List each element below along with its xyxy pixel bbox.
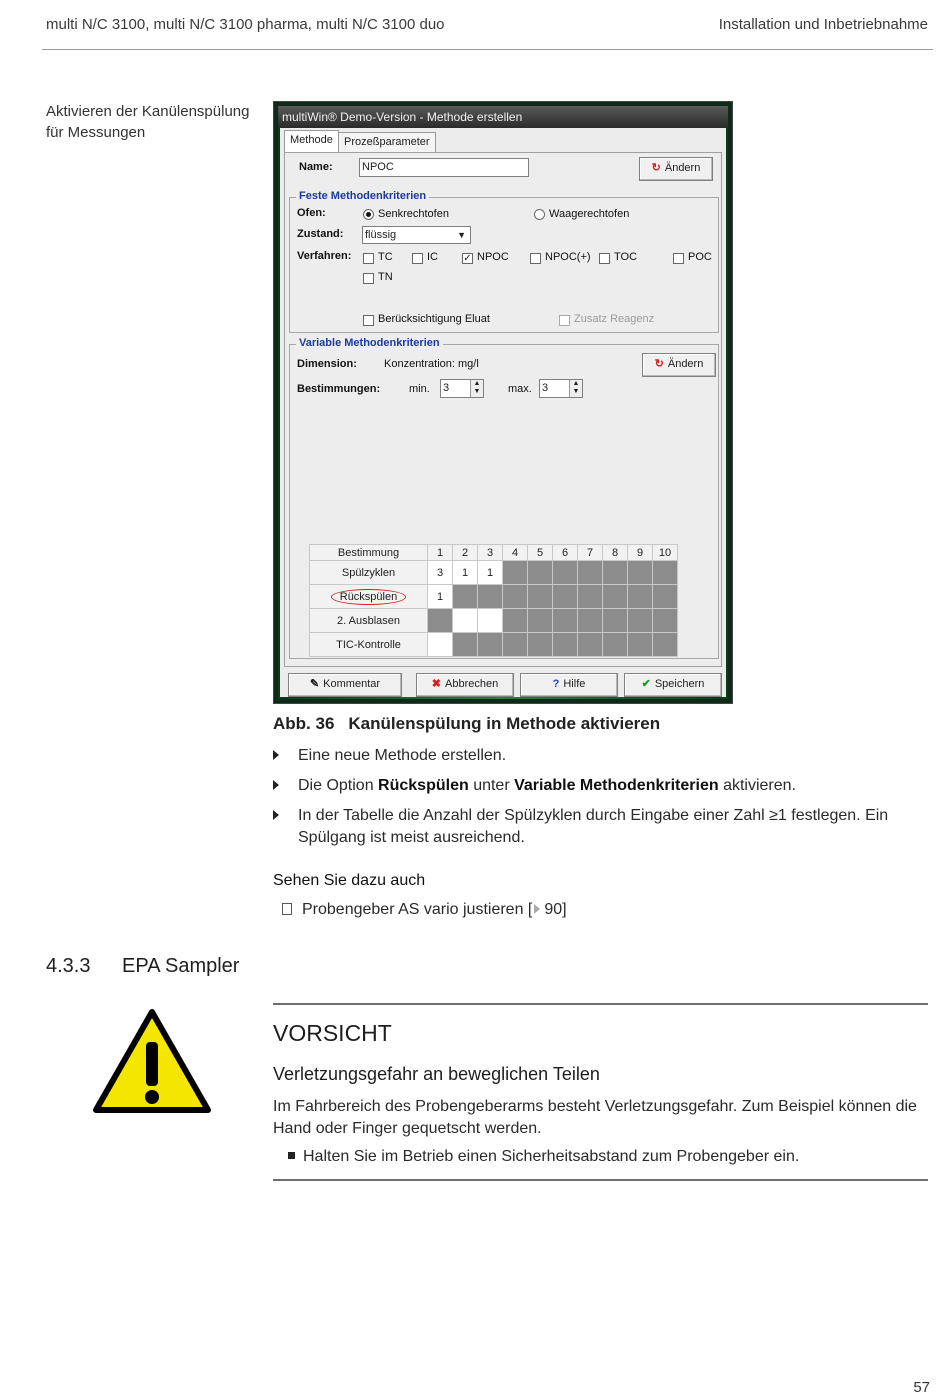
warning-title: VORSICHT bbox=[273, 1020, 392, 1046]
table-cell[interactable] bbox=[453, 609, 478, 633]
checkbox-npoc[interactable]: ✓ bbox=[463, 253, 472, 264]
table-cell[interactable] bbox=[453, 585, 478, 609]
cancel-button[interactable] bbox=[416, 673, 514, 697]
warning-bullet bbox=[288, 1148, 799, 1166]
column-header: 2 bbox=[453, 545, 478, 561]
checkmark-icon: ✔ bbox=[641, 678, 651, 690]
table-cell[interactable] bbox=[628, 561, 653, 585]
change-dimension-button-label: Ändern bbox=[667, 358, 704, 370]
table-cell[interactable] bbox=[628, 609, 653, 633]
table-cell[interactable] bbox=[628, 585, 653, 609]
dimension-value: Konzentration: mg/l bbox=[384, 358, 479, 370]
change-name-button[interactable] bbox=[639, 157, 713, 181]
chevron-down-icon: ▼ bbox=[457, 230, 466, 240]
fixed-criteria-group bbox=[289, 190, 719, 333]
checkbox-tn-label: TN bbox=[378, 271, 393, 283]
table-cell[interactable] bbox=[428, 609, 453, 633]
method-dialog bbox=[273, 101, 733, 704]
step-text: In der Tabelle die Anzahl der Spülzyklen durch Eingabe einer Zahl ≥1 festlegen. Ein Spülgang ist meist ausreichend. bbox=[298, 807, 889, 846]
table-cell[interactable] bbox=[503, 609, 528, 633]
table-cell[interactable] bbox=[603, 585, 628, 609]
document-icon bbox=[282, 903, 292, 915]
oven-label: Ofen: bbox=[297, 207, 326, 219]
save-button[interactable] bbox=[624, 673, 722, 697]
step-text: Eine neue Methode erstellen. bbox=[298, 747, 507, 764]
table-row bbox=[310, 609, 678, 633]
notepad-icon: ✎ bbox=[309, 678, 320, 690]
table-cell[interactable] bbox=[503, 585, 528, 609]
name-label: Name: bbox=[299, 161, 333, 173]
refresh-icon: ↻ bbox=[654, 358, 664, 370]
close-icon: ✖ bbox=[431, 678, 441, 690]
section-number: 4.3.3 bbox=[46, 955, 91, 977]
checkbox-npoc-plus-label: NPOC(+) bbox=[545, 251, 591, 263]
table-row bbox=[310, 585, 678, 609]
checkbox-npoc-label: NPOC bbox=[477, 251, 509, 263]
table-cell[interactable]: 3 bbox=[428, 561, 453, 585]
column-header: 5 bbox=[528, 545, 553, 561]
dimension-label: Dimension: bbox=[297, 358, 357, 370]
state-select[interactable] bbox=[362, 226, 471, 244]
table-cell[interactable] bbox=[528, 633, 553, 657]
stepper-arrows-icon[interactable]: ▲ ▼ bbox=[569, 380, 582, 397]
question-icon: ? bbox=[552, 678, 560, 690]
refresh-icon: ↻ bbox=[651, 162, 661, 174]
table-cell[interactable] bbox=[478, 585, 503, 609]
section-title: EPA Sampler bbox=[122, 955, 240, 977]
table-cell[interactable] bbox=[603, 609, 628, 633]
see-also-page: 90] bbox=[544, 901, 567, 918]
table-cell[interactable]: 1 bbox=[453, 561, 478, 585]
checkbox-eluate[interactable] bbox=[363, 315, 374, 326]
header-divider bbox=[42, 49, 933, 50]
figure-caption bbox=[273, 714, 660, 734]
min-value: 3 bbox=[443, 382, 450, 394]
checkbox-toc[interactable] bbox=[599, 253, 610, 264]
arrow-right-icon bbox=[534, 904, 540, 914]
table-cell[interactable] bbox=[578, 609, 603, 633]
step-text-part: unter bbox=[473, 777, 510, 794]
step-text bbox=[298, 775, 928, 797]
warning-top-rule bbox=[273, 1003, 928, 1005]
column-header: 1 bbox=[428, 545, 453, 561]
table-cell[interactable] bbox=[528, 585, 553, 609]
table-cell[interactable] bbox=[578, 633, 603, 657]
column-header: 8 bbox=[603, 545, 628, 561]
table-cell[interactable] bbox=[528, 561, 553, 585]
column-header: 6 bbox=[553, 545, 578, 561]
warning-body: Im Fahrbereich des Probengeberarms besteht Verletzungsgefahr. Zum Beispiel können die Hand oder Finger gequetscht werden. bbox=[273, 1098, 917, 1137]
column-header: 4 bbox=[503, 545, 528, 561]
table-cell[interactable] bbox=[478, 633, 503, 657]
list-item bbox=[273, 805, 933, 849]
max-stepper[interactable] bbox=[539, 379, 583, 398]
step-arrow-icon bbox=[273, 750, 279, 760]
tab-methode[interactable]: Methode bbox=[284, 130, 339, 152]
checkbox-poc-label: POC bbox=[688, 251, 712, 263]
bullet-square-icon bbox=[288, 1152, 295, 1159]
comment-button[interactable] bbox=[288, 673, 402, 697]
table-row bbox=[310, 561, 678, 585]
table-cell[interactable] bbox=[553, 561, 578, 585]
cancel-button-label: Abbrechen bbox=[445, 678, 499, 690]
save-button-label: Speichern bbox=[654, 678, 705, 690]
see-also-link-text: Probengeber AS vario justieren [ bbox=[302, 901, 533, 918]
margin-note: Aktivieren der Kanülenspülung für Messungen bbox=[46, 103, 250, 141]
radio-waagerechtofen[interactable] bbox=[534, 209, 545, 220]
row-label-spuelzyklen: Spülzyklen bbox=[310, 561, 428, 585]
table-cell[interactable] bbox=[628, 633, 653, 657]
table-cell[interactable]: 1 bbox=[478, 561, 503, 585]
warning-triangle-icon bbox=[92, 1008, 212, 1114]
group-name: Variable Methodenkriterien bbox=[514, 777, 719, 794]
table-cell[interactable] bbox=[453, 633, 478, 657]
comment-button-label: Kommentar bbox=[323, 678, 381, 690]
page-number: 57 bbox=[913, 1379, 930, 1396]
list-item bbox=[273, 775, 933, 797]
min-label: min. bbox=[409, 383, 430, 395]
table-cell[interactable] bbox=[553, 609, 578, 633]
help-button[interactable] bbox=[520, 673, 618, 697]
table-cell[interactable] bbox=[603, 561, 628, 585]
row-label-ausblasen: 2. Ausblasen bbox=[310, 609, 428, 633]
table-cell[interactable] bbox=[478, 609, 503, 633]
checkbox-toc-label: TOC bbox=[614, 251, 638, 263]
change-name-button-label: Ändern bbox=[664, 162, 701, 174]
table-cell[interactable] bbox=[603, 633, 628, 657]
stepper-arrows-icon[interactable]: ▲ ▼ bbox=[470, 380, 483, 397]
checkbox-npoc-plus[interactable] bbox=[530, 253, 541, 264]
figure-number: Abb. 36 bbox=[273, 714, 335, 733]
warning-bottom-rule bbox=[273, 1179, 928, 1181]
table-cell[interactable] bbox=[553, 633, 578, 657]
table-cell[interactable] bbox=[578, 585, 603, 609]
state-label: Zustand: bbox=[297, 228, 344, 240]
step-text-part: Die Option bbox=[298, 777, 374, 794]
header-document-title: multi N/C 3100, multi N/C 3100 pharma, multi N/C 3100 duo bbox=[46, 16, 445, 33]
table-cell[interactable] bbox=[503, 561, 528, 585]
radio-senkrechtofen[interactable] bbox=[363, 209, 374, 220]
see-also-heading: Sehen Sie dazu auch bbox=[273, 872, 426, 889]
column-header: 9 bbox=[628, 545, 653, 561]
table-cell[interactable] bbox=[653, 633, 678, 657]
step-text-part: aktivieren. bbox=[723, 777, 796, 794]
checkbox-eluate-label: Berücksichtigung Eluat bbox=[378, 313, 490, 325]
fixed-criteria-title: Feste Methodenkriterien bbox=[296, 190, 429, 202]
option-name: Rückspülen bbox=[378, 777, 469, 794]
table-cell[interactable] bbox=[653, 585, 678, 609]
checkbox-tc[interactable] bbox=[363, 253, 374, 264]
checkbox-ic[interactable] bbox=[412, 253, 423, 264]
step-arrow-icon bbox=[273, 810, 279, 820]
variable-criteria-title: Variable Methodenkriterien bbox=[296, 337, 443, 349]
column-header: 7 bbox=[578, 545, 603, 561]
name-input[interactable]: NPOC bbox=[359, 158, 529, 177]
table-cell[interactable] bbox=[528, 609, 553, 633]
table-header-row bbox=[310, 545, 678, 561]
checkbox-tn[interactable] bbox=[363, 273, 374, 284]
table-cell[interactable] bbox=[503, 633, 528, 657]
min-stepper[interactable] bbox=[440, 379, 484, 398]
header-chapter-title: Installation und Inbetriebnahme bbox=[718, 16, 928, 33]
warning-subtitle: Verletzungsgefahr an beweglichen Teilen bbox=[273, 1064, 600, 1084]
state-select-value: flüssig bbox=[365, 229, 397, 241]
method-label: Verfahren: bbox=[297, 250, 352, 262]
column-header: 10 bbox=[653, 545, 678, 561]
determinations-label: Bestimmungen: bbox=[297, 383, 381, 395]
row-label-rueckspuelen bbox=[310, 585, 428, 609]
column-header: 3 bbox=[478, 545, 503, 561]
table-cell[interactable] bbox=[553, 585, 578, 609]
determination-table bbox=[309, 544, 678, 657]
table-header-label: Bestimmung bbox=[310, 545, 428, 561]
dialog-title-bar: multiWin® Demo-Version - Methode erstellen bbox=[278, 106, 728, 128]
tab-prozessparameter[interactable]: Prozeßparameter bbox=[338, 132, 436, 152]
table-row bbox=[310, 633, 678, 657]
table-cell[interactable] bbox=[653, 561, 678, 585]
warning-bullet-text: Halten Sie im Betrieb einen Sicherheitsabstand zum Probengeber ein. bbox=[303, 1148, 800, 1165]
checkbox-reagent-label: Zusatz Reagenz bbox=[574, 313, 655, 325]
method-panel bbox=[284, 152, 722, 667]
table-cell[interactable] bbox=[428, 633, 453, 657]
checkbox-ic-label: IC bbox=[427, 251, 438, 263]
dialog-client-area bbox=[280, 128, 726, 697]
checkbox-poc[interactable] bbox=[673, 253, 684, 264]
max-label: max. bbox=[508, 383, 532, 395]
help-button-label: Hilfe bbox=[563, 678, 586, 690]
see-also-link[interactable] bbox=[282, 901, 567, 919]
table-cell[interactable] bbox=[578, 561, 603, 585]
radio-senkrechtofen-label: Senkrechtofen bbox=[378, 208, 449, 220]
step-arrow-icon bbox=[273, 780, 279, 790]
highlight-oval: Rückspülen bbox=[331, 589, 406, 605]
radio-waagerechtofen-label: Waagerechtofen bbox=[549, 208, 630, 220]
table-cell[interactable] bbox=[653, 609, 678, 633]
max-value: 3 bbox=[542, 382, 549, 394]
row-label-tic-kontrolle: TIC-Kontrolle bbox=[310, 633, 428, 657]
checkbox-reagent[interactable] bbox=[559, 315, 570, 326]
figure-caption-text: Kanülenspülung in Methode aktivieren bbox=[348, 714, 661, 733]
list-item bbox=[273, 745, 933, 767]
change-dimension-button[interactable] bbox=[642, 353, 716, 377]
checkbox-tc-label: TC bbox=[378, 251, 393, 263]
table-cell[interactable]: 1 bbox=[428, 585, 453, 609]
